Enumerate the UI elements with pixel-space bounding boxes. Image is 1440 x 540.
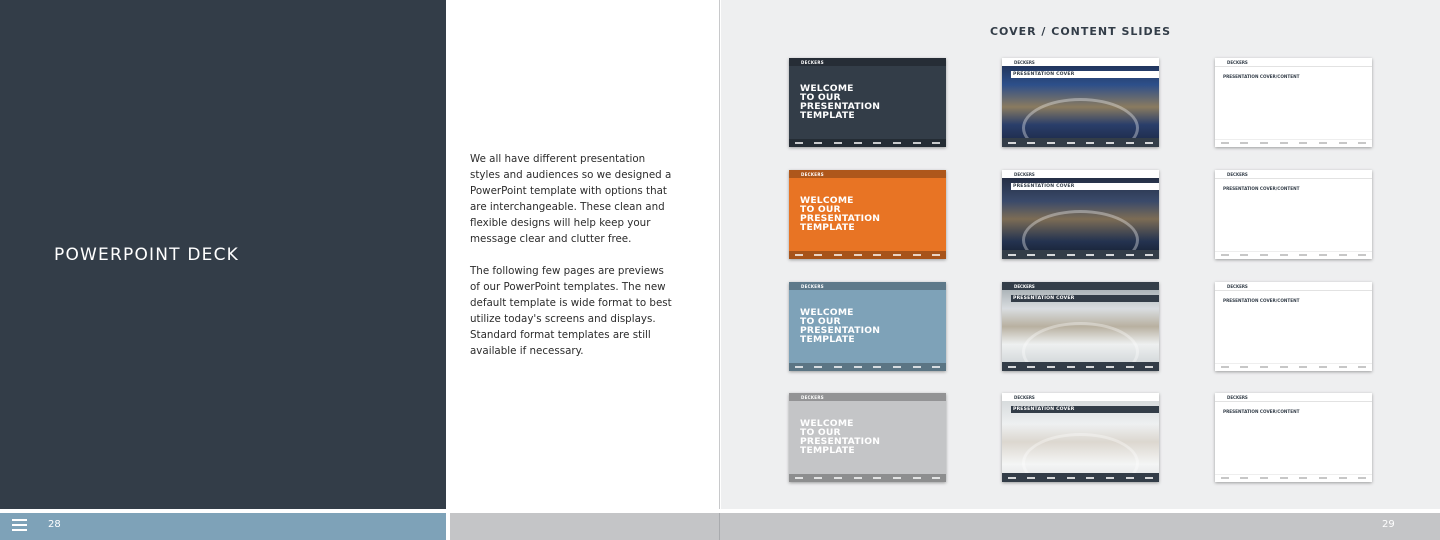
footer-bar-right <box>450 513 1440 540</box>
slide-thumbnail-photo-cover-2[interactable] <box>1002 170 1159 259</box>
slide-footer-logos <box>1002 138 1159 147</box>
slide-footer-logos <box>789 251 946 259</box>
slide-thumbnail-orange-welcome[interactable] <box>789 170 946 259</box>
slide-footer-logos <box>789 139 946 147</box>
slide-content-label: PRESENTATION COVER/CONTENT <box>1223 74 1300 79</box>
slide-footer-logos <box>1215 139 1372 145</box>
slide-logo: DECKERS <box>1227 60 1248 65</box>
hamburger-menu-icon[interactable] <box>12 519 28 533</box>
slide-thumbnail-photo-cover-1[interactable] <box>1002 58 1159 147</box>
slide-cover-label: PRESENTATION COVER <box>1013 72 1075 77</box>
slide-cover-label: PRESENTATION COVER <box>1013 407 1075 412</box>
slide-thumbnail-gray-welcome[interactable] <box>789 393 946 482</box>
slide-thumbnail-content-1[interactable] <box>1215 58 1372 147</box>
slide-logo: DECKERS <box>1014 395 1035 400</box>
slide-thumbnail-photo-cover-3[interactable] <box>1002 282 1159 371</box>
slide-thumbnail-blue-welcome[interactable] <box>789 282 946 371</box>
slide-footer-logos <box>789 363 946 371</box>
slide-welcome-text: WELCOME TO OUR PRESENTATION TEMPLATE <box>800 195 881 233</box>
slide-logo: DECKERS <box>801 172 824 177</box>
slide-welcome-text: WELCOME TO OUR PRESENTATION TEMPLATE <box>800 83 881 121</box>
slide-content-label: PRESENTATION COVER/CONTENT <box>1223 298 1300 303</box>
slide-logo: DECKERS <box>1227 172 1248 177</box>
slide-logo: DECKERS <box>1227 284 1248 289</box>
intro-paragraph-2: The following few pages are previews of our PowerPoint templates. The new default template is wide format to best utilize today's screens and displays. Standard format templates are still available if necessary. <box>470 265 672 357</box>
page-title: POWERPOINT DECK <box>54 245 239 265</box>
slide-footer-logos <box>789 474 946 482</box>
intro-paragraph-1: We all have different presentation styles and audiences so we designed a PowerPoint template with options that are interchangeable. These clean and flexible designs will help keep your message clear and clutter free. <box>470 153 672 245</box>
slide-preview-panel <box>721 0 1440 509</box>
page-number-left: 28 <box>48 519 61 530</box>
slide-footer-logos <box>1002 362 1159 371</box>
slide-thumbnail-dark-welcome[interactable] <box>789 58 946 147</box>
slide-thumbnail-photo-cover-4[interactable] <box>1002 393 1159 482</box>
slide-welcome-text: WELCOME TO OUR PRESENTATION TEMPLATE <box>800 307 881 345</box>
slide-thumbnail-content-4[interactable] <box>1215 393 1372 482</box>
slide-logo: DECKERS <box>801 395 824 400</box>
slide-logo: DECKERS <box>1014 60 1035 65</box>
slide-footer-logos <box>1215 363 1372 369</box>
slide-logo: DECKERS <box>1227 395 1248 400</box>
slide-logo: DECKERS <box>1014 284 1035 289</box>
slide-footer-logos <box>1215 251 1372 257</box>
slide-footer-logos <box>1002 250 1159 259</box>
slide-cover-label: PRESENTATION COVER <box>1013 296 1075 301</box>
slide-content-label: PRESENTATION COVER/CONTENT <box>1223 409 1300 414</box>
section-title: COVER / CONTENT SLIDES <box>989 25 1172 38</box>
slide-content-label: PRESENTATION COVER/CONTENT <box>1223 186 1300 191</box>
slide-thumbnail-content-3[interactable] <box>1215 282 1372 371</box>
left-title-panel <box>0 0 446 509</box>
page-number-right: 29 <box>1382 519 1395 530</box>
slide-welcome-text: WELCOME TO OUR PRESENTATION TEMPLATE <box>800 418 881 456</box>
slide-logo: DECKERS <box>801 60 824 65</box>
slide-logo: DECKERS <box>801 284 824 289</box>
intro-text-column <box>446 0 720 509</box>
slide-footer-logos <box>1002 473 1159 482</box>
intro-text <box>470 151 676 375</box>
slide-cover-label: PRESENTATION COVER <box>1013 184 1075 189</box>
slide-thumbnail-content-2[interactable] <box>1215 170 1372 259</box>
slide-logo: DECKERS <box>1014 172 1035 177</box>
slide-footer-logos <box>1215 474 1372 480</box>
footer-divider <box>719 513 720 540</box>
footer-bar-left <box>0 513 446 540</box>
